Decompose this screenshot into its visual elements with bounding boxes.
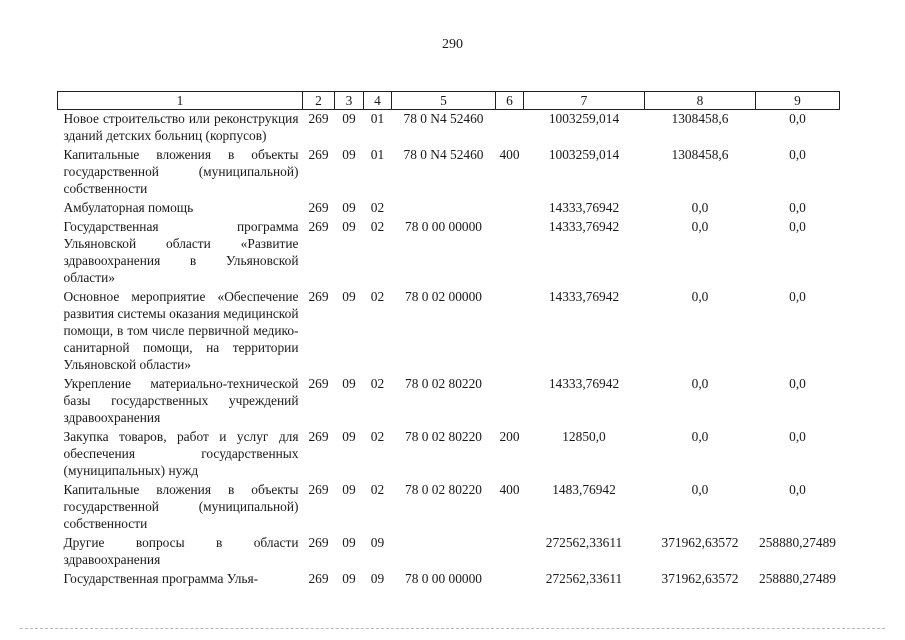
row-col-3: 09 xyxy=(342,219,356,234)
row-col-8: 1308458,6 xyxy=(671,147,729,162)
row-col-8: 371962,63572 xyxy=(661,535,739,550)
table-row xyxy=(58,481,840,534)
row-col-5 xyxy=(392,199,496,218)
table-row xyxy=(58,534,840,570)
row-col-9: 0,0 xyxy=(789,147,806,162)
row-col-2: 269 xyxy=(308,429,329,444)
row-col-4: 02 xyxy=(370,200,385,215)
row-name: Новое строительство или реконструкция зданий детских больниц (корпусов) xyxy=(63,111,299,143)
table-row xyxy=(58,570,840,589)
header-col-6: 6 xyxy=(496,92,524,110)
row-name: Капитальные вложения в объекты государственной (муниципальной) собственности xyxy=(63,147,299,196)
row-name: Амбулаторная помощь xyxy=(63,200,194,215)
row-col-8: 0,0 xyxy=(691,289,709,304)
row-col-4: 02 xyxy=(370,376,385,391)
row-col-5: 78 0 02 80220 xyxy=(405,376,482,391)
row-col-9: 0,0 xyxy=(789,429,806,444)
row-name: Другие вопросы в области здравоохранения xyxy=(63,535,299,567)
row-col-7: 1003259,014 xyxy=(548,147,620,162)
row-col-7: 1003259,014 xyxy=(548,111,620,126)
table-row xyxy=(58,199,840,218)
row-col-2: 269 xyxy=(308,535,329,550)
row-col-4: 02 xyxy=(370,429,385,444)
header-row xyxy=(58,92,840,110)
table-row xyxy=(58,288,840,375)
row-col-4: 02 xyxy=(370,289,385,304)
header-col-9: 9 xyxy=(756,92,840,110)
budget-table xyxy=(57,91,840,589)
row-col-7: 1483,76942 xyxy=(552,482,616,497)
row-col-2: 269 xyxy=(308,111,329,126)
row-col-7: 14333,76942 xyxy=(548,219,620,234)
row-col-8: 0,0 xyxy=(691,200,709,215)
header-col-7: 7 xyxy=(524,92,645,110)
row-col-7: 14333,76942 xyxy=(548,200,620,215)
row-col-9: 0,0 xyxy=(789,482,806,497)
row-col-6 xyxy=(496,288,524,375)
row-col-6 xyxy=(496,218,524,288)
row-col-2: 269 xyxy=(308,571,329,586)
row-col-5: 78 0 N4 52460 xyxy=(403,111,484,126)
row-col-5: 78 0 02 80220 xyxy=(405,429,482,444)
row-col-2: 269 xyxy=(308,219,329,234)
row-col-8: 371962,63572 xyxy=(661,571,739,586)
table-row xyxy=(58,375,840,428)
row-col-8: 0,0 xyxy=(691,482,709,497)
row-col-3: 09 xyxy=(342,376,356,391)
row-col-5: 78 0 02 80220 xyxy=(405,482,482,497)
row-name: Государственная программа Улья- xyxy=(63,571,259,586)
row-col-3: 09 xyxy=(342,200,356,215)
row-col-8: 0,0 xyxy=(691,429,709,444)
header-col-2: 2 xyxy=(303,92,335,110)
row-col-4: 01 xyxy=(370,111,385,126)
row-col-8: 0,0 xyxy=(691,376,709,391)
row-col-3: 09 xyxy=(342,147,356,162)
table-row xyxy=(58,218,840,288)
table-row xyxy=(58,110,840,147)
row-col-5: 78 0 02 00000 xyxy=(405,289,482,304)
row-col-4: 02 xyxy=(370,482,385,497)
row-col-6: 400 xyxy=(499,482,520,497)
row-col-3: 09 xyxy=(342,535,356,550)
row-col-4: 09 xyxy=(370,535,385,550)
row-col-2: 269 xyxy=(308,482,329,497)
budget-table-container xyxy=(57,91,839,589)
row-col-6 xyxy=(496,534,524,570)
row-col-2: 269 xyxy=(308,147,329,162)
row-col-5 xyxy=(392,534,496,570)
row-col-4: 09 xyxy=(370,571,385,586)
row-col-4: 02 xyxy=(370,219,385,234)
row-col-9: 0,0 xyxy=(789,111,806,126)
row-name: Закупка товаров, работ и услуг для обеспечения государственных (муниципальных) нужд xyxy=(63,429,299,478)
row-col-2: 269 xyxy=(308,289,329,304)
row-col-8: 1308458,6 xyxy=(671,111,729,126)
row-col-7: 272562,33611 xyxy=(545,571,623,586)
scan-edge-line xyxy=(20,628,885,629)
row-col-6 xyxy=(496,375,524,428)
row-col-3: 09 xyxy=(342,429,356,444)
row-col-9: 0,0 xyxy=(789,200,806,215)
row-col-2: 269 xyxy=(308,200,329,215)
row-col-5: 78 0 00 00000 xyxy=(405,219,482,234)
page-number: 290 xyxy=(442,37,463,52)
row-col-9: 258880,27489 xyxy=(759,571,836,586)
row-col-9: 0,0 xyxy=(789,289,806,304)
header-col-5: 5 xyxy=(392,92,496,110)
row-col-9: 258880,27489 xyxy=(759,535,836,550)
row-name: Укрепление материально-технической базы государственных учреждений здравоохранения xyxy=(63,376,299,425)
row-name: Основное мероприятие «Обеспечение развития системы оказания медицинской помощи, в том числе первичной медико-санитарной помощи, на территории Ульяновской области» xyxy=(63,289,299,372)
row-col-7: 272562,33611 xyxy=(545,535,623,550)
row-col-3: 09 xyxy=(342,289,356,304)
row-col-6: 400 xyxy=(499,147,520,162)
table-header xyxy=(58,92,840,110)
row-col-8: 0,0 xyxy=(691,219,709,234)
table-row xyxy=(58,428,840,481)
row-col-3: 09 xyxy=(342,571,356,586)
table-row xyxy=(58,146,840,199)
row-col-9: 0,0 xyxy=(789,219,806,234)
row-col-5: 78 0 N4 52460 xyxy=(403,147,484,162)
row-col-4: 01 xyxy=(370,147,385,162)
row-col-6 xyxy=(496,199,524,218)
header-col-1: 1 xyxy=(58,92,303,110)
row-name: Государственная программа Ульяновской области «Развитие здравоохранения в Ульяновской области» xyxy=(63,219,299,285)
row-col-7: 14333,76942 xyxy=(548,289,620,304)
row-col-7: 14333,76942 xyxy=(548,376,620,391)
header-col-3: 3 xyxy=(335,92,364,110)
row-col-2: 269 xyxy=(308,376,329,391)
row-col-6: 200 xyxy=(499,429,520,444)
row-name: Капитальные вложения в объекты государственной (муниципальной) собственности xyxy=(63,482,299,531)
table-body xyxy=(58,110,840,590)
row-col-6 xyxy=(496,570,524,589)
header-col-8: 8 xyxy=(645,92,756,110)
row-col-5: 78 0 00 00000 xyxy=(405,571,482,586)
row-col-7: 12850,0 xyxy=(562,429,606,444)
row-col-3: 09 xyxy=(342,111,356,126)
row-col-6 xyxy=(496,110,524,147)
row-col-9: 0,0 xyxy=(789,376,806,391)
header-col-4: 4 xyxy=(364,92,392,110)
row-col-3: 09 xyxy=(342,482,356,497)
